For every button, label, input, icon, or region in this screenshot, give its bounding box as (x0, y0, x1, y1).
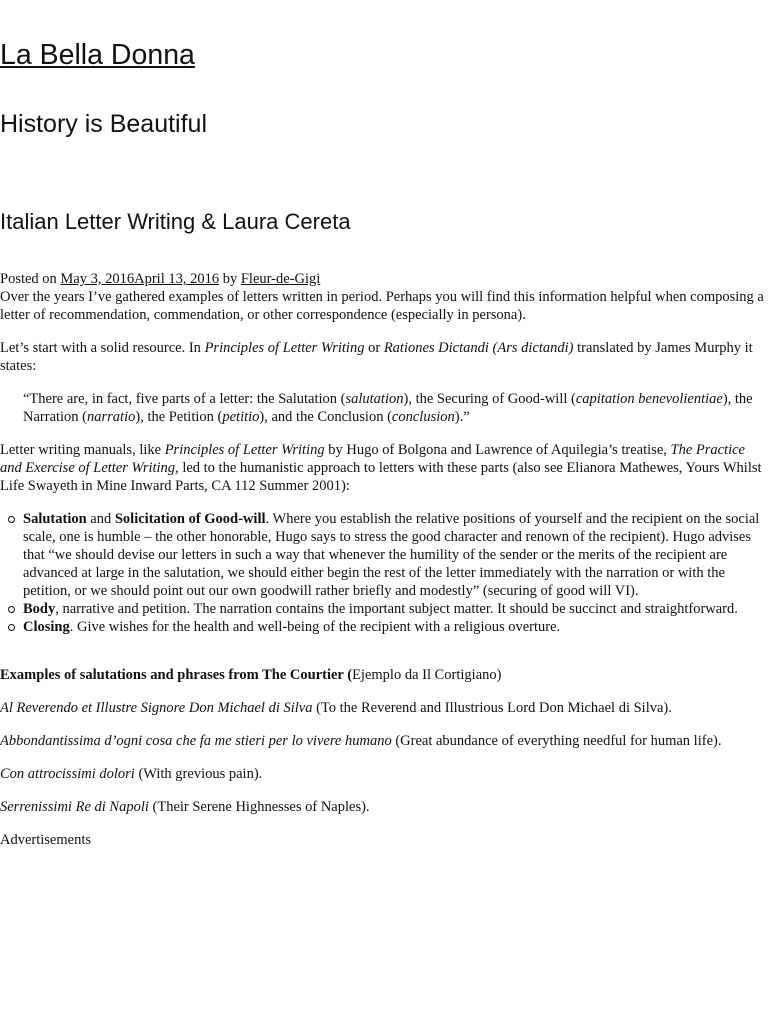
manuals-title-1: Principles of Letter Writing (164, 442, 325, 458)
quote-text-4: ), the Petition ( (135, 409, 223, 425)
by-text: by (219, 271, 241, 287)
example-translation: (With grevious pain). (134, 766, 263, 782)
resource-text-2: or (364, 340, 384, 356)
manuals-text-2: by Hugo of Bolgona and Lawrence of Aquilegia’s treatise, (324, 442, 671, 458)
example-italian: Con attrocissimi dolori (0, 766, 135, 782)
posted-on-text: Posted on (0, 271, 61, 287)
manuals-text-1: Letter writing manuals, like (0, 442, 165, 458)
quote-text-6: ).” (454, 409, 470, 425)
site-title (0, 38, 195, 72)
body-term: Body (23, 601, 56, 617)
examples-heading-bold: Examples of salutations and phrases from The Courtier ( (0, 667, 353, 683)
quote-text-5: ), and the Conclusion ( (259, 409, 392, 425)
manuals-paragraph (0, 441, 768, 495)
site-tagline: History is Beautiful (0, 110, 208, 138)
letter-parts-list (0, 510, 768, 636)
salutation-join: and (86, 511, 115, 527)
list-item-salutation (23, 510, 768, 600)
quote-term-4: petitio (222, 409, 260, 425)
quote-text-3: ), the Narration ( (23, 391, 753, 425)
quote-term-2: capitation benevolientiae (575, 391, 723, 407)
quote-text-1: “There are, in fact, five parts of a letter: the Salutation ( (23, 391, 346, 407)
examples-heading (0, 666, 768, 684)
intro-paragraph: Over the years I’ve gathered examples of letters written in period. Perhaps you will find this information helpful when composing a letter of recommendation, commendation, or other correspondence (especially in persona). (0, 289, 764, 323)
list-item-closing (23, 618, 768, 636)
resource-text-1: Let’s start with a solid resource. In (0, 340, 205, 356)
quote-term-3: narratio (87, 409, 136, 425)
post-title: Italian Letter Writing & Laura Cereta (0, 209, 351, 234)
example-phrase (0, 699, 768, 717)
post-date-link[interactable]: May 3, 2016April 13, 2016 (60, 271, 220, 287)
closing-term: Closing (23, 619, 70, 635)
resource-paragraph (0, 339, 768, 375)
site-title-link[interactable]: La Bella Donna (0, 39, 195, 71)
manuals-text-3: led to the humanistic approach to letters with these parts (also see Elianora Mathewes, Yours Whilst Life Swayeth in Mine Inward Parts, CA 112 Summer 2001): (0, 460, 762, 494)
example-phrase (0, 732, 768, 750)
quote-text-2: ), the Securing of Good-will ( (403, 391, 576, 407)
salutation-description: . Where you establish the relative positions of yourself and the recipient on the social scale, one is humble – the other honorable, Hugo says to stress the good character and renown of the recipient). Hugo advises that “we should devise our letters in such a way that whenever the humility of the sender or the merits of the recipient are advanced at large in the salutation, we should either begin the rest of the letter immediately with the narration or with the petition, or we should point out our own goodwill rather briefly and modestly” (securing of good will VI). (23, 511, 760, 599)
closing-description: . Give wishes for the health and well-being of the recipient with a religious overture. (69, 619, 561, 635)
five-parts-quote (23, 390, 768, 426)
resource-text-3: translated by James Murphy it states: (0, 340, 753, 374)
quote-term-5: conclusion (391, 409, 455, 425)
body-description: , narrative and petition. The narration contains the important subject matter. It should be succinct and straightforward. (55, 601, 738, 617)
author-link[interactable]: Fleur-de-Gigi (240, 271, 321, 287)
advertisements-label: Advertisements (0, 832, 92, 848)
example-italian: Serrenissimi Re di Napoli (0, 799, 149, 815)
example-italian: Al Reverendo et Illustre Signore Don Michael di Silva (0, 700, 313, 716)
example-translation: (To the Reverend and Illustrious Lord Don Michael di Silva). (312, 700, 672, 716)
quote-term-1: salutation (345, 391, 404, 407)
examples-heading-normal: Ejemplo da Il Cortigiano) (352, 667, 502, 683)
section-spacer (0, 636, 768, 666)
example-italian: Abbondantissima d’ogni cosa che fa me stieri per lo vivere humano (0, 733, 392, 749)
list-item-body (23, 600, 768, 618)
example-translation: (Great abundance of everything needful for human life). (391, 733, 722, 749)
post-meta (0, 270, 768, 288)
resource-title-1: Principles of Letter Writing (204, 340, 365, 356)
salutation-term: Salutation (23, 511, 87, 527)
resource-title-2: Rationes Dictandi (Ars dictandi) (383, 340, 574, 356)
example-phrase (0, 765, 768, 783)
post-content (0, 270, 768, 849)
manuals-title-2: The Practice and Exercise of Letter Writing, (0, 442, 745, 476)
good-will-term: Solicitation of Good-will (114, 511, 266, 527)
example-phrase (0, 798, 768, 816)
example-translation: (Their Serene Highnesses of Naples). (148, 799, 370, 815)
